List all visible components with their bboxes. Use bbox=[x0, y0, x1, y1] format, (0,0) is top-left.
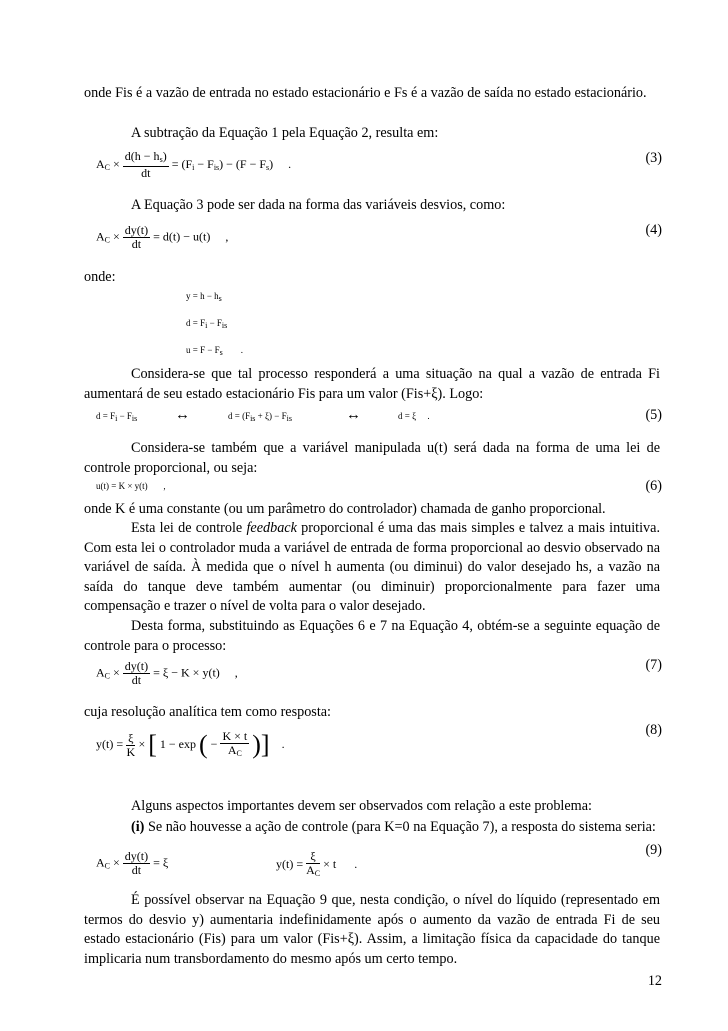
equation-9-left: $A_C$ × $\frac{dy(t)}{dt}$ = ξ bbox=[96, 849, 169, 877]
item-marker-i: (i) bbox=[131, 819, 145, 835]
equation-5-left: d = Fi − Fis bbox=[96, 411, 138, 423]
double-arrow-icon: ↔ bbox=[175, 407, 190, 423]
page-number: 12 bbox=[647, 973, 662, 989]
equation-5-right: d = ξ . bbox=[398, 411, 430, 421]
equation-3-number: (3) bbox=[645, 150, 662, 166]
equation-5-number: (5) bbox=[645, 407, 662, 423]
equation-9-number: (9) bbox=[645, 842, 662, 858]
equation-6-number: (6) bbox=[645, 478, 662, 494]
equation-7: $A_C$ × $\frac{dy(t)}{dt}$ = ξ − K × y(t) , bbox=[96, 659, 238, 687]
paragraph-4: onde: bbox=[84, 269, 116, 285]
equation-4: $A_C$ × $\frac{dy(t)}{dt}$ = d(t) − u(t) , bbox=[96, 223, 229, 251]
definition-d: d = Fi − Fis bbox=[186, 318, 228, 330]
double-arrow-icon: ↔ bbox=[346, 407, 361, 423]
paragraph-7: onde K é uma constante (ou um parâmetro do controlador) chamada de ganho proporcional. bbox=[84, 501, 606, 517]
paragraph-2: A subtração da Equação 1 pela Equação 2, resulta em: bbox=[131, 125, 439, 141]
definition-y: y = h − hs bbox=[186, 291, 222, 303]
equation-8-number: (8) bbox=[645, 722, 662, 738]
equation-3: $A_C$ × $\frac{d(h - h_s)}{dt}$ = $(F_i - F_{is}) - (F - F_s)$ . bbox=[96, 149, 292, 180]
paragraph-9: Desta forma, substituindo as Equações 6 e 7 na Equação 4, obtém-se a seguinte equação de controle para o processo: bbox=[84, 618, 660, 654]
equation-7-number: (7) bbox=[645, 657, 662, 673]
equation-4-number: (4) bbox=[645, 222, 662, 238]
equation-9-right: y(t) = $\frac{\xi}{A_C}$ × t . bbox=[276, 849, 358, 878]
paragraph-13: É possível observar na Equação 9 que, nesta condição, o nível do líquido (representado em termos do desvio y) aumentaria indefinidamente após o aumento da vazão de entrada Fi de seu estado estacionário (Fis) para um valor (Fis+ξ). Assim, a limitação física da capacidade do tanque implicaria num transbordamento do mesmo após um certo tempo. bbox=[84, 892, 660, 967]
paragraph-3: A Equação 3 pode ser dada na forma das variáveis desvios, como: bbox=[131, 197, 506, 213]
paragraph-10: cuja resolução analítica tem como resposta: bbox=[84, 704, 331, 720]
equation-8: y(t) = $\frac{\xi}{K}$ × [ 1 − exp ( − $\frac{K \times t}{A_C}$ )] . bbox=[96, 729, 285, 759]
paragraph-1: onde Fis é a vazão de entrada no estado estacionário e Fs é a vazão de saída no estado estacionário. bbox=[84, 85, 647, 101]
paragraph-12: (i) Se não houvesse a ação de controle (para K=0 na Equação 7), a resposta do sistema seria: bbox=[131, 819, 656, 835]
equation-5-middle: d = (Fis + ξ) − Fis bbox=[228, 411, 292, 423]
equation-6: u(t) = K × y(t) , bbox=[96, 481, 166, 491]
emphasis-feedback: feedback bbox=[246, 520, 297, 536]
paragraph-5: Considera-se que tal processo responderá a uma situação na qual a vazão de entrada Fi aumentará de seu estado estacionário Fis para um valor (Fis+ξ). Logo: bbox=[84, 366, 660, 402]
definition-u: u = F − Fs . bbox=[186, 345, 244, 357]
paragraph-6: Considera-se também que a variável manipulada u(t) será dada na forma de uma lei de controle proporcional, ou seja: bbox=[84, 440, 660, 476]
paragraph-11: Alguns aspectos importantes devem ser observados com relação a este problema: bbox=[131, 798, 592, 814]
paragraph-8: Esta lei de controle feedback proporcional é uma das mais simples e talvez a mais intuitiva. Com esta lei o controlador muda a variável de entrada de forma proporcional ao desvio observado na variável de saída. À medida que o nível h aumenta (ou diminui) do valor desejado hs, a vazão na saída do tanque deve também aumentar (ou diminuir) proporcionalmente para fazer uma compensação e trazer o nível de volta para o valor desejado. bbox=[84, 520, 660, 615]
